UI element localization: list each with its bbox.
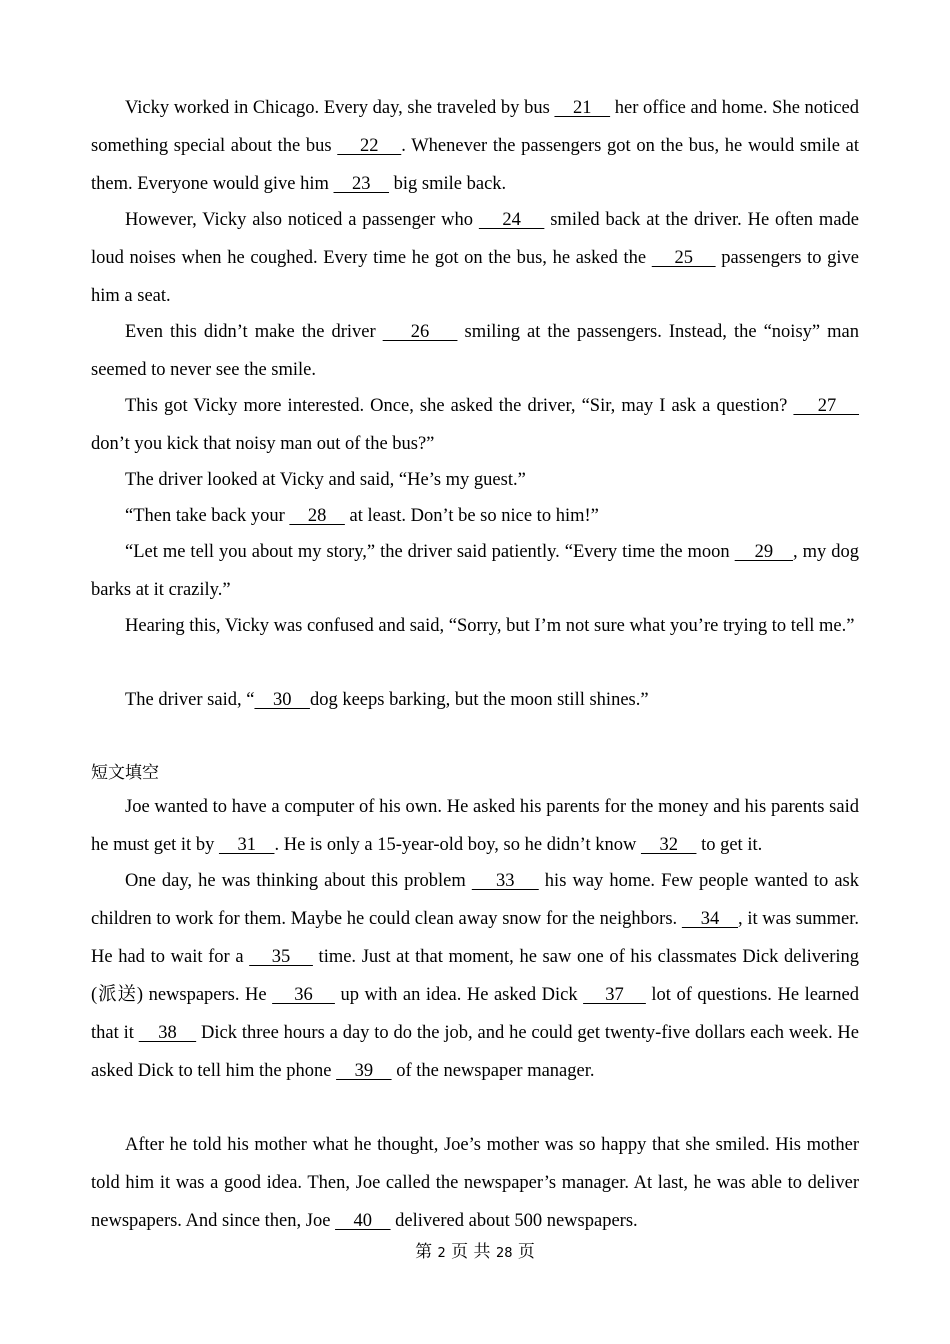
text: of the newspaper manager.: [391, 1061, 595, 1081]
text: “Then take back your: [125, 506, 290, 526]
page-number: 2: [437, 1246, 446, 1261]
passage1-paragraph-4: [91, 387, 859, 463]
footer-text: 第: [415, 1242, 438, 1262]
text: After he told his mother what he thought, Joe’s mother was so happy that she smiled. His mother told him it was a good idea. Then, Joe called the newspaper’s manager. At last, he was able to deliver newspapers. And since then, Joe: [91, 1135, 859, 1231]
blank-27[interactable]: 27: [793, 396, 860, 416]
blank-32[interactable]: 32: [640, 835, 697, 855]
passage1-paragraph-9: [91, 681, 859, 719]
passage1-paragraph-3: [91, 313, 859, 389]
text: , my dog barks at it crazily.”: [91, 542, 860, 600]
text: to get it.: [696, 835, 763, 855]
passage1-paragraph-8: [91, 607, 859, 645]
blank-23[interactable]: 23: [333, 174, 390, 194]
footer-text: 页 共: [445, 1242, 496, 1262]
text: Vicky worked in Chicago. Every day, she traveled by bus: [125, 98, 555, 118]
text: Joe wanted to have a computer of his own. He asked his parents for the money and his parents said he must get it by: [91, 797, 859, 855]
blank-24[interactable]: 24: [478, 210, 545, 230]
blank-30[interactable]: 30: [254, 690, 310, 710]
text: her office and home. She noticed something special about the bus: [91, 98, 860, 156]
text: his way home. Few people wanted to ask children to work for them. Maybe he could clean away snow for the neighbors.: [91, 871, 859, 929]
text: dog keeps barking, but the moon still shines.”: [309, 690, 649, 710]
text: big smile back.: [389, 174, 507, 194]
text: The driver said, “: [125, 690, 255, 710]
blank-35[interactable]: 35: [249, 947, 313, 967]
blank-26[interactable]: 26: [382, 322, 458, 342]
blank-22[interactable]: 22: [337, 136, 402, 156]
blank-28[interactable]: 28: [289, 506, 345, 526]
text: Even this didn’t make the driver: [125, 322, 383, 342]
blank-34[interactable]: 34: [681, 909, 738, 929]
text: , it was summer. He had to wait for a: [91, 909, 859, 967]
text: passengers to give him a seat.: [91, 248, 860, 306]
text: lot of questions. He learned that it: [91, 985, 859, 1043]
text: The driver looked at Vicky and said, “He’s my guest.”: [125, 470, 526, 490]
blank-38[interactable]: 38: [138, 1023, 197, 1043]
blank-37[interactable]: 37: [583, 985, 646, 1005]
text: Hearing this, Vicky was confused and said, “Sorry, but I’m not sure what you’re trying to tell me.”: [125, 616, 855, 636]
blank-29[interactable]: 29: [734, 542, 794, 562]
blank-31[interactable]: 31: [218, 835, 275, 855]
passage1-paragraph-6: [91, 497, 859, 535]
section2-paragraph-2: [91, 862, 859, 1090]
blank-33[interactable]: 33: [471, 871, 539, 891]
blank-36[interactable]: 36: [272, 985, 335, 1005]
text: However, Vicky also noticed a passenger who: [125, 210, 479, 230]
passage1-paragraph-7: [91, 533, 859, 609]
text: at least. Don’t be so nice to him!”: [344, 506, 599, 526]
text: smiling at the passengers. Instead, the “noisy” man seemed to never see the smile.: [91, 322, 859, 380]
section-heading: 短文填空: [91, 763, 159, 783]
text: . Whenever the passengers got on the bus, he would smile at them. Everyone would give him: [91, 136, 859, 194]
passage1-paragraph-1: [91, 89, 859, 203]
total-pages: 28: [495, 1246, 513, 1261]
section2-paragraph-3: [91, 1126, 859, 1240]
blank-21[interactable]: 21: [554, 98, 611, 118]
page-footer: [0, 1238, 950, 1268]
blank-39[interactable]: 39: [336, 1061, 392, 1081]
text: Dick three hours a day to do the job, and he could get twenty-five dollars each week. He asked Dick to tell him the phone: [91, 1023, 859, 1081]
text: delivered about 500 newspapers.: [390, 1211, 638, 1231]
section2-paragraph-1: [91, 788, 859, 864]
text: One day, he was thinking about this problem: [125, 871, 472, 891]
footer-text: 页: [512, 1242, 535, 1262]
text: . He is only a 15-year-old boy, so he didn’t know: [274, 835, 641, 855]
text: time. Just at that moment, he saw one of his classmates Dick delivering (派送) newspapers. He: [91, 947, 860, 1005]
text: smiled back at the driver. He often made loud noises when he coughed. Every time he got on the bus, he asked the: [91, 210, 859, 268]
blank-40[interactable]: 40: [335, 1211, 391, 1231]
blank-25[interactable]: 25: [651, 248, 716, 268]
text: “Let me tell you about my story,” the driver said patiently. “Every time the moon: [125, 542, 735, 562]
text: don’t you kick that noisy man out of the bus?”: [91, 434, 435, 454]
passage1-paragraph-5: [91, 461, 859, 499]
text: up with an idea. He asked Dick: [334, 985, 584, 1005]
text: This got Vicky more interested. Once, she asked the driver, “Sir, may I ask a question?: [125, 396, 794, 416]
passage1-paragraph-2: [91, 201, 859, 315]
